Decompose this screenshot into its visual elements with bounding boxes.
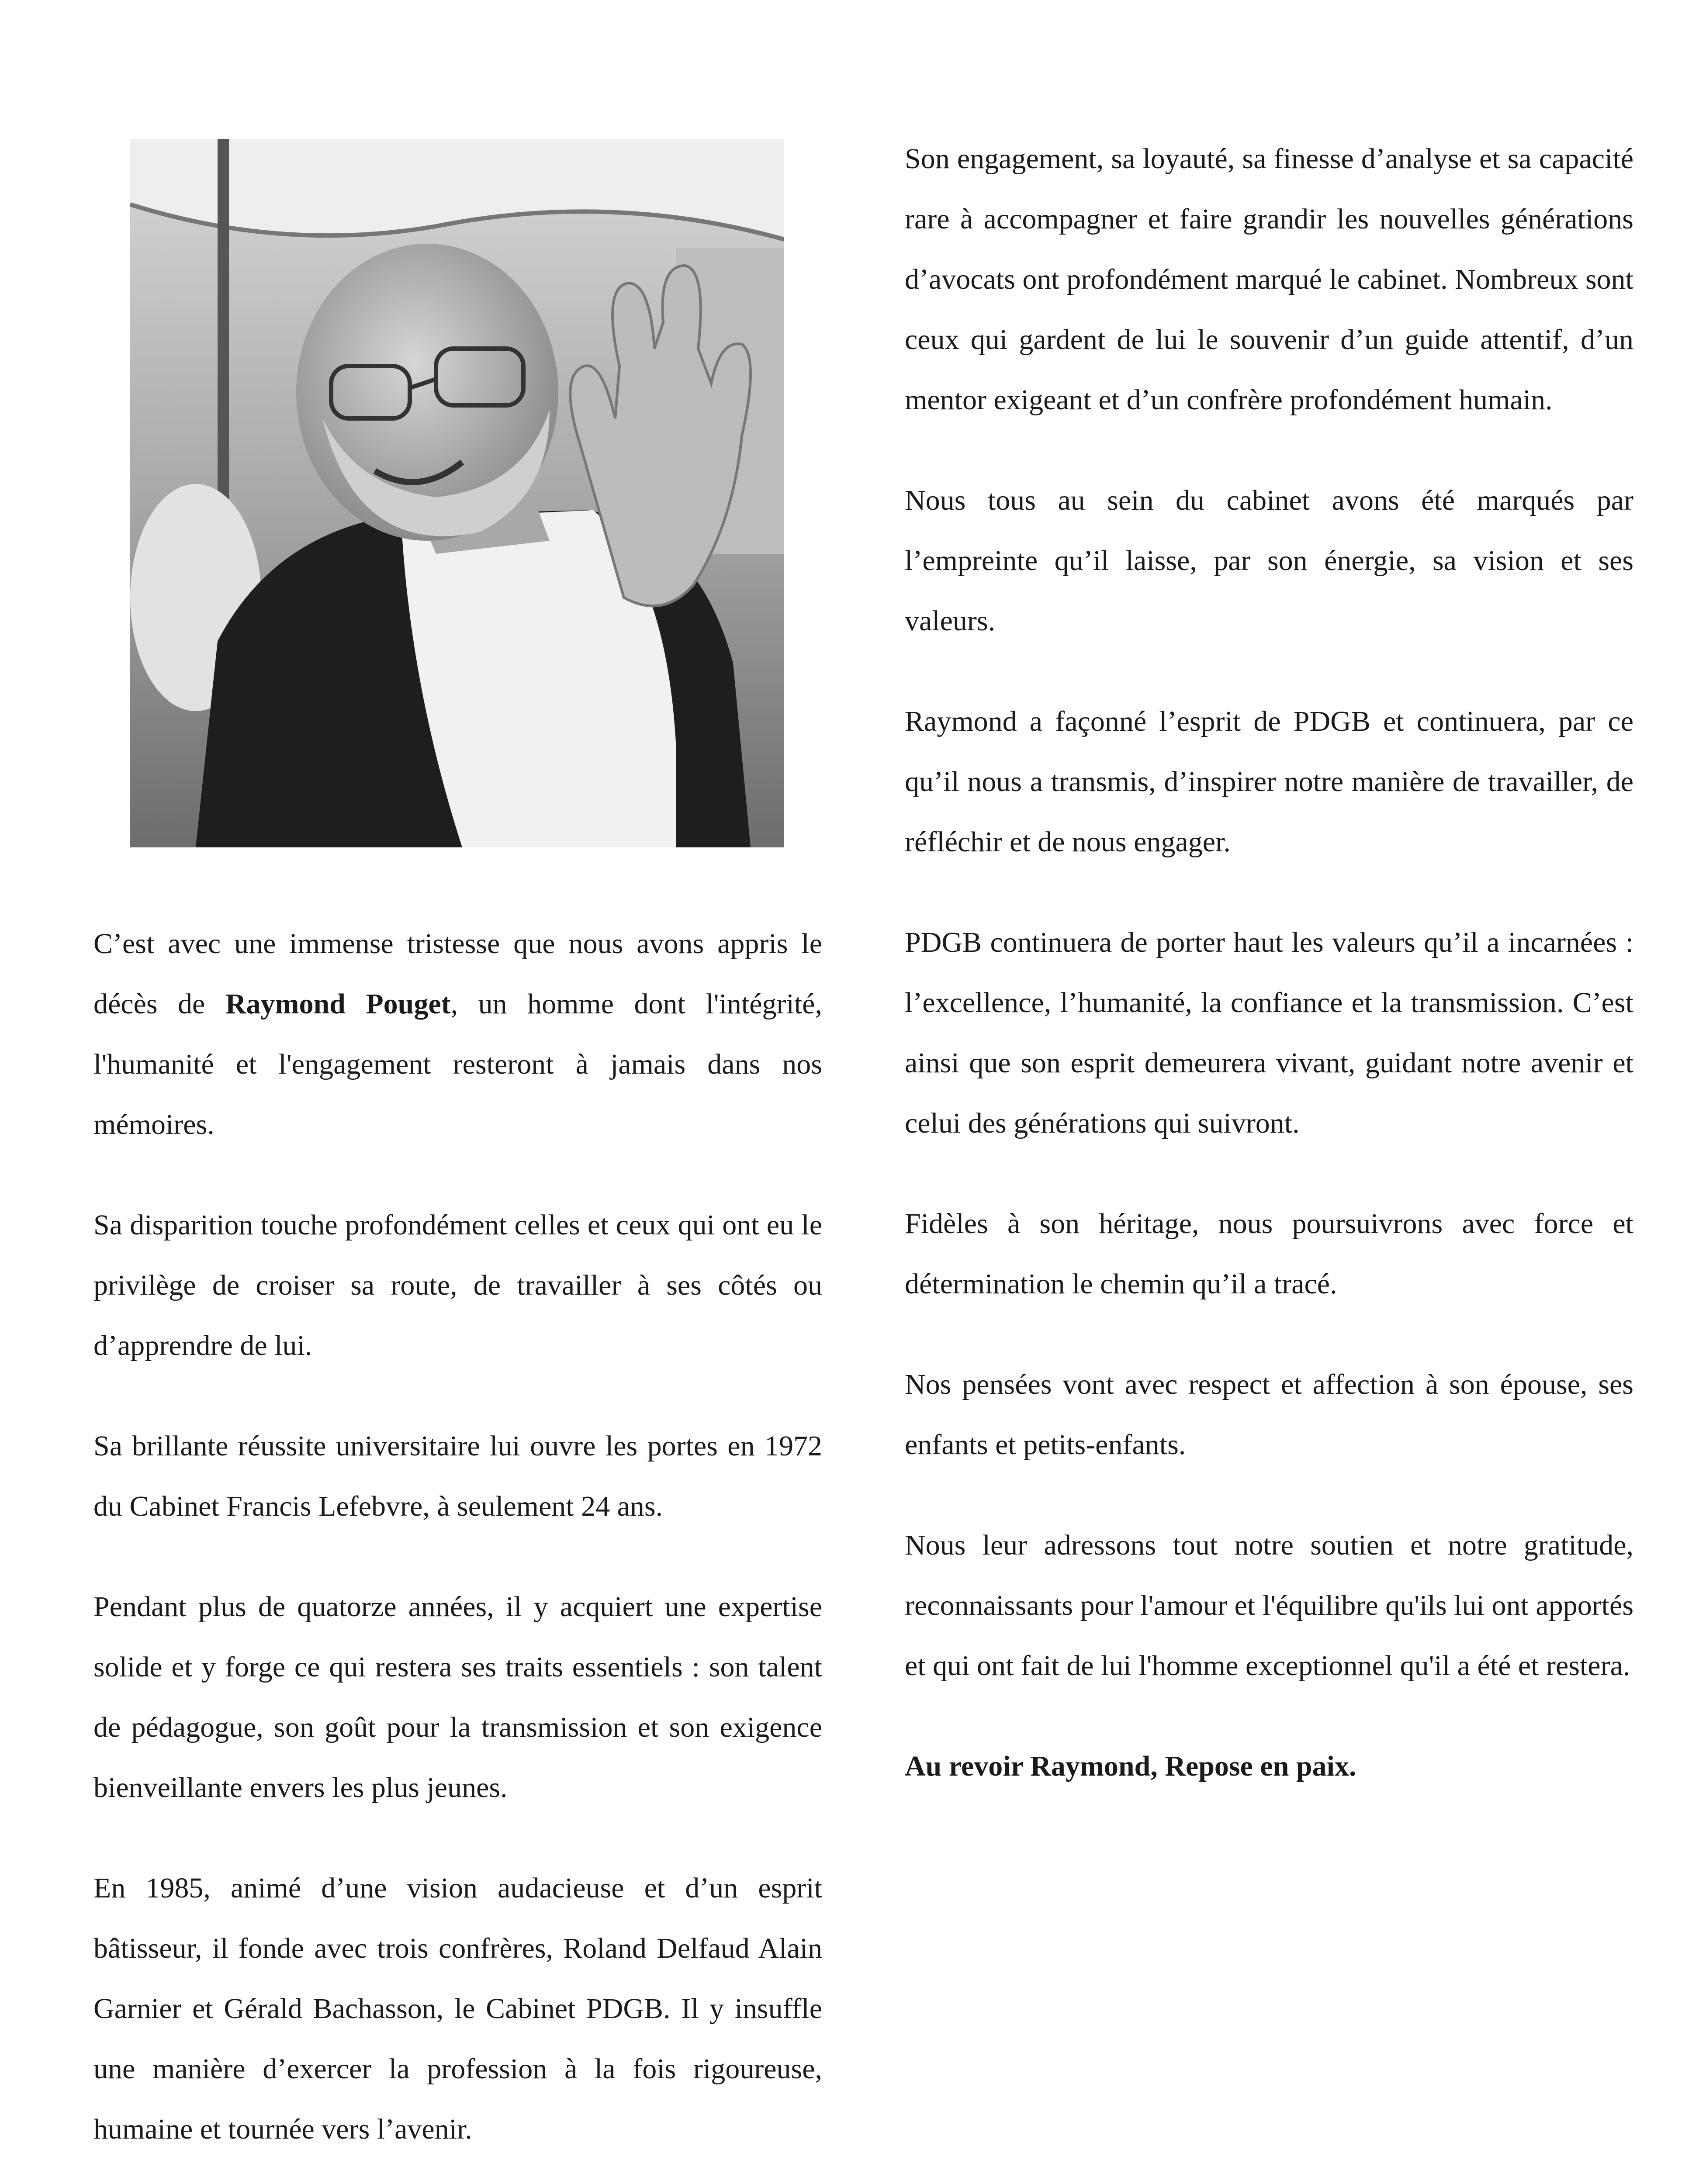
closing-text: Au revoir Raymond, Repose en paix. bbox=[905, 1750, 1356, 1782]
paragraph: PDGB continuera de porter haut les valeurs qu’il a incarnées : l’excellence, l’humanité, la confiance et la transmission. C’est ainsi que son esprit demeurera vivant, guidant notre avenir et celui des générations qui suivront. bbox=[905, 926, 1633, 1139]
paragraph: Sa disparition touche profondément celles et ceux qui ont eu le privilège de croiser sa route, de travailler à ses côtés ou d’apprendre de lui. bbox=[93, 1209, 822, 1362]
text: , un homme dont l'intégrité, l'humanité et l'engagement resteront à jamais dans nos mémoires. bbox=[93, 988, 822, 1140]
paragraph: Fidèles à son héritage, nous poursuivrons avec force et détermination le chemin qu’il a tracé. bbox=[905, 1208, 1633, 1300]
paragraph: Nous tous au sein du cabinet avons été marqués par l’empreinte qu’il laisse, par son énergie, sa vision et ses valeurs. bbox=[905, 484, 1633, 637]
obituary-right-column bbox=[905, 129, 1633, 1837]
paragraph bbox=[93, 914, 822, 1155]
deceased-name: Raymond Pouget bbox=[225, 988, 451, 1020]
text: C’est avec une immense tristesse que nous avons appris le décès de bbox=[93, 928, 822, 1020]
paragraph: Pendant plus de quatorze années, il y acquiert une expertise solide et y forge ce qui restera ses traits essentiels : son talent de pédagogue, son goût pour la transmission et son exigence bienveillante envers les plus jeunes. bbox=[93, 1591, 822, 1804]
closing-line bbox=[905, 1736, 1633, 1797]
paragraph: Raymond a façonné l’esprit de PDGB et continuera, par ce qu’il nous a transmis, d’inspirer notre manière de travailler, de réfléchir et de nous engager. bbox=[905, 705, 1633, 858]
obituary-left-column bbox=[93, 914, 822, 2184]
paragraph: Nos pensées vont avec respect et affection à son épouse, ses enfants et petits-enfants. bbox=[905, 1368, 1633, 1461]
paragraph: Sa brillante réussite universitaire lui ouvre les portes en 1972 du Cabinet Francis Lefebvre, à seulement 24 ans. bbox=[93, 1430, 822, 1522]
paragraph: En 1985, animé d’une vision audacieuse et d’un esprit bâtisseur, il fonde avec trois confrères, Roland Delfaud Alain Garnier et Gérald Bachasson, le Cabinet PDGB. Il y insuffle une manière d’exercer la profession à la fois rigoureuse, humaine et tournée vers l’avenir. bbox=[93, 1872, 822, 2145]
paragraph: Nous leur adressons tout notre soutien et notre gratitude, reconnaissants pour l'amour et l'équilibre qu'ils lui ont apportés et qui ont fait de lui l'homme exceptionnel qu'il a été et restera. bbox=[905, 1529, 1633, 1682]
portrait-photo bbox=[130, 139, 784, 847]
paragraph: Son engagement, sa loyauté, sa finesse d’analyse et sa capacité rare à accompagner et faire grandir les nouvelles générations d’avocats ont profondément marqué le cabinet. Nombreux sont ceux qui gardent de lui le souvenir d’un guide attentif, d’un mentor exigeant et d’un confrère profondément humain. bbox=[905, 143, 1633, 416]
